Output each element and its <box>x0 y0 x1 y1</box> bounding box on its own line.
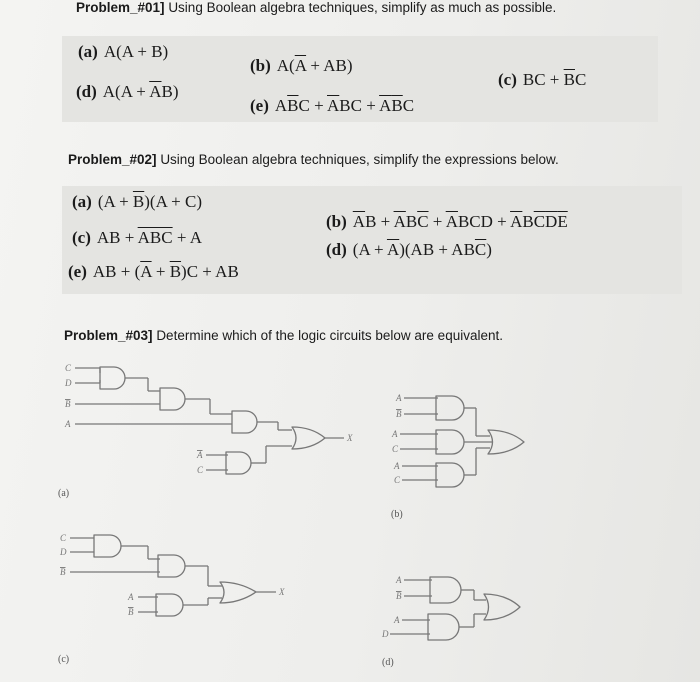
problem-2-expr-b <box>326 212 568 232</box>
circuit-label-c: (c) <box>58 654 70 665</box>
problem-2-heading <box>68 152 559 167</box>
complemented-term: $\overline{E}$ <box>557 212 568 231</box>
output-label-x: X <box>347 433 353 443</box>
complemented-term: $\overline{B}$ <box>391 96 403 115</box>
item-label: (c) <box>72 228 91 247</box>
input-label-b-bar: B <box>65 399 71 409</box>
complemented-term: $\overline{D}$ <box>545 212 558 231</box>
expression-term: C <box>402 96 415 115</box>
expression-term: B) <box>161 82 179 101</box>
expression-term: AB + <box>96 228 138 247</box>
problem-tag: Problem_#03] <box>64 328 153 343</box>
expression-term: B + <box>365 212 394 231</box>
expression-term: BC + <box>339 96 380 115</box>
item-label: (e) <box>68 262 87 281</box>
complemented-term: $\overline{A}$ <box>393 212 406 231</box>
complemented-term: $\overline{C}$ <box>474 240 487 259</box>
expression-term: )C + AB <box>181 262 239 281</box>
problem-1-expr-c <box>498 70 586 90</box>
input-label-d: D <box>60 547 67 557</box>
input-label-d: D <box>65 378 72 388</box>
and-gate-icon <box>436 396 464 420</box>
expression-term: BCD + <box>457 212 511 231</box>
expression-term: AB + ( <box>92 262 141 281</box>
input-label-b-bar: B <box>396 591 402 601</box>
input-label-b-bar: B <box>60 567 66 577</box>
complemented-term: $\overline{A}$ <box>379 96 392 115</box>
input-label-d: D <box>382 629 389 639</box>
complemented-term: $\overline{C}$ <box>417 212 429 231</box>
complemented-term: $\overline{B}$ <box>132 192 145 211</box>
item-label: (d) <box>326 240 347 259</box>
and-gate-icon <box>158 555 185 577</box>
expression-term: A( <box>276 56 295 75</box>
complemented-term: $\overline{A}$ <box>140 262 152 281</box>
input-label-a: A <box>65 419 71 429</box>
item-label: (c) <box>498 70 517 89</box>
complemented-term: $\overline{A}$ <box>445 212 458 231</box>
expression-term: C <box>574 70 587 89</box>
input-label-a: A <box>394 461 400 471</box>
complemented-term: $\overline{ABC}$ <box>137 228 173 247</box>
complemented-term: $\overline{B}$ <box>563 70 575 89</box>
expression-term: )(AB + AB <box>399 240 475 259</box>
input-label-a-bar: A <box>197 450 203 460</box>
input-label-a: A <box>396 393 402 403</box>
expression-term: + A <box>172 228 203 247</box>
problem-1-expr-d <box>76 82 179 102</box>
complemented-term: $\overline{C}$ <box>533 212 546 231</box>
circuit-b <box>400 396 524 487</box>
expression-term: A(A + B) <box>103 42 169 61</box>
input-label-b-bar: B <box>396 409 402 419</box>
expression-term: A(A + <box>102 82 150 101</box>
problem-1-expr-a <box>78 42 168 62</box>
input-label-a: A <box>394 615 400 625</box>
problem-2-expr-c <box>72 228 202 248</box>
circuit-d <box>390 577 520 640</box>
expression-term: + <box>428 212 446 231</box>
or-gate-icon <box>488 430 524 454</box>
and-gate-icon <box>226 452 251 474</box>
expression-term: ) <box>486 240 492 259</box>
input-label-a: A <box>128 592 134 602</box>
expression-term: + <box>151 262 170 281</box>
item-label: (e) <box>250 96 269 115</box>
problem-1-heading <box>76 0 556 15</box>
circuit-label-d: (d) <box>382 657 394 668</box>
item-label: (b) <box>326 212 347 231</box>
circuit-label-a: (a) <box>58 488 70 499</box>
circuit-c <box>70 535 276 616</box>
item-label: (a) <box>72 192 92 211</box>
item-label: (a) <box>78 42 98 61</box>
problem-prompt: Using Boolean algebra techniques, simplify the expressions below. <box>160 152 559 167</box>
and-gate-icon <box>430 577 461 603</box>
complemented-term: $\overline{A}$ <box>149 82 162 101</box>
problem-prompt: Using Boolean algebra techniques, simplify as much as possible. <box>168 0 557 15</box>
problem-1-expr-b <box>250 56 353 76</box>
problem-2-expr-e <box>68 262 239 282</box>
output-label-x: X <box>279 587 285 597</box>
input-label-c: C <box>392 444 399 454</box>
and-gate-icon <box>156 594 183 616</box>
complemented-term: $\overline{A}$ <box>386 240 400 259</box>
logic-circuits-figure <box>0 352 700 682</box>
complemented-term: $\overline{A}$ <box>327 96 340 115</box>
and-gate-icon <box>232 411 257 433</box>
and-gate-icon <box>100 367 125 389</box>
expression-term: + AB) <box>306 56 353 75</box>
input-label-a: A <box>392 429 398 439</box>
item-label: (b) <box>250 56 271 75</box>
input-label-b-bar: B <box>128 607 134 617</box>
input-label-c: C <box>394 475 401 485</box>
input-label-c: C <box>65 363 72 373</box>
circuit-label-b: (b) <box>391 509 403 520</box>
complemented-term: $\overline{A}$ <box>510 212 523 231</box>
complemented-term: $\overline{A}$ <box>352 212 366 231</box>
problem-1-expr-e <box>250 96 414 116</box>
expression-term: B <box>405 212 418 231</box>
or-gate-icon <box>220 582 256 603</box>
input-label-c: C <box>197 465 204 475</box>
complemented-term: $\overline{B}$ <box>287 96 299 115</box>
problem-prompt: Determine which of the logic circuits below are equivalent. <box>156 328 503 343</box>
input-label-c: C <box>60 533 67 543</box>
and-gate-icon <box>436 463 464 487</box>
problem-3-heading <box>64 328 503 343</box>
and-gate-icon <box>94 535 121 557</box>
expression-term: A <box>274 96 288 115</box>
expression-term: )(A + C) <box>144 192 203 211</box>
expression-term: C + <box>298 96 327 115</box>
expression-term: B <box>522 212 534 231</box>
problem-2-expr-d <box>326 240 492 260</box>
and-gate-icon <box>160 388 185 410</box>
complemented-term: $\overline{B}$ <box>169 262 182 281</box>
complemented-term: $\overline{A}$ <box>294 56 307 75</box>
expression-term: (A + <box>352 240 387 259</box>
and-gate-icon <box>428 614 459 640</box>
problem-tag: Problem_#02] <box>68 152 157 167</box>
input-label-a: A <box>396 575 402 585</box>
problem-2-expr-a <box>72 192 202 212</box>
expression-term: BC + <box>522 70 564 89</box>
expression-term: (A + <box>97 192 133 211</box>
item-label: (d) <box>76 82 97 101</box>
or-gate-icon <box>292 427 325 449</box>
problem-tag: Problem_#01] <box>76 0 165 15</box>
circuit-a <box>75 367 344 474</box>
and-gate-icon <box>436 430 464 454</box>
or-gate-icon <box>484 594 520 620</box>
